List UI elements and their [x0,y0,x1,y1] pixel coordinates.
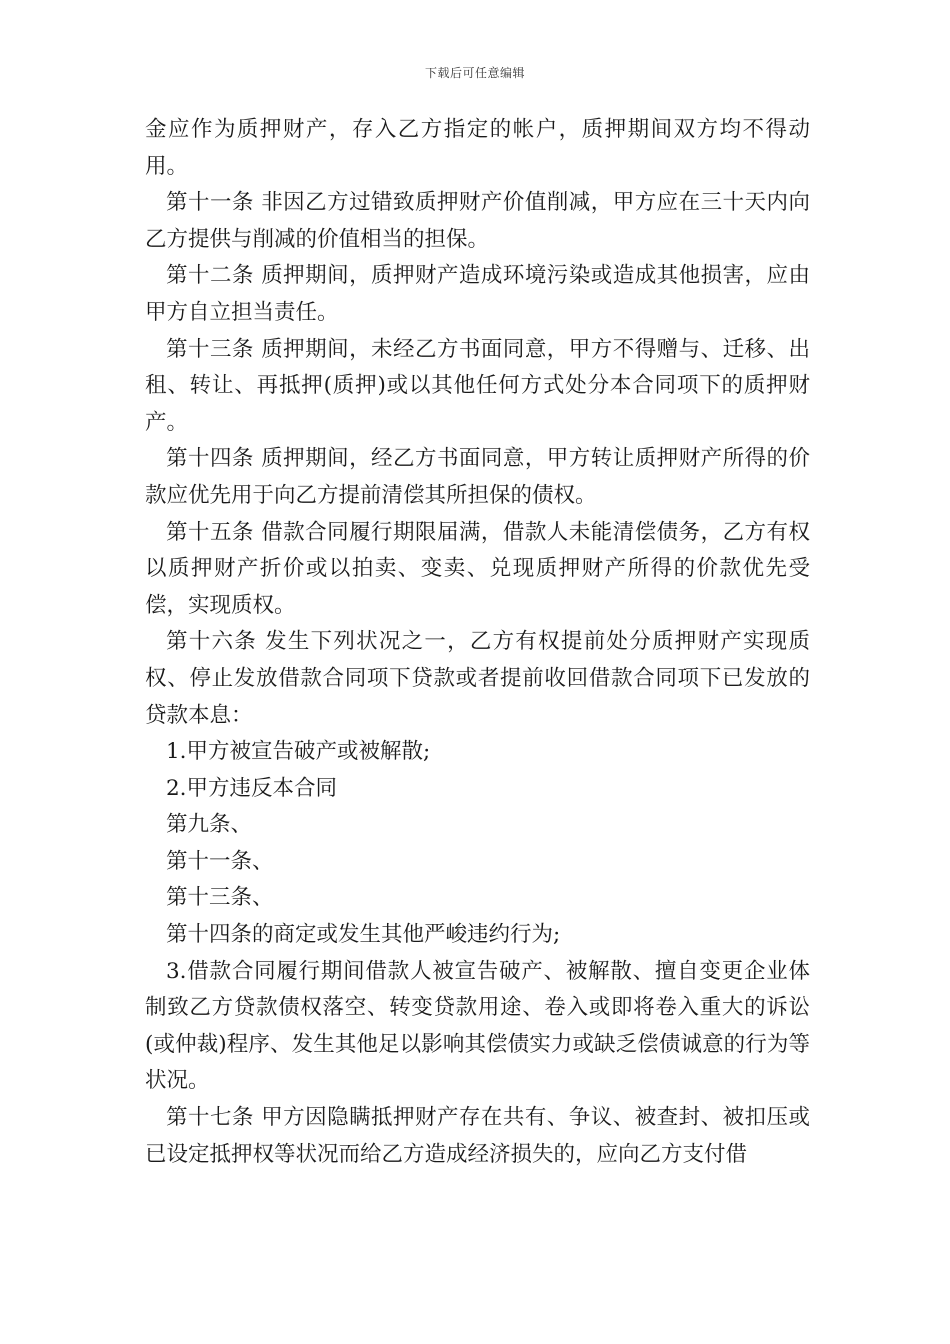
list-item: 第十四条的商定或发生其他严峻违约行为; [166,922,561,948]
list-item: 2.甲方违反本合同 [166,775,338,801]
list-item: 1.甲方被宣告破产或被解散; [166,739,431,765]
paragraph: 金应作为质押财产，存入乙方指定的帐户，质押期间双方均不得动用。 [145,117,810,179]
paragraph: 第十三条 质押期间，未经乙方书面同意，甲方不得赠与、迁移、出租、转让、再抵押(质押)或以其他任何方式处分本合同项下的质押财产。 [145,336,810,435]
paragraph: 第十二条 质押期间，质押财产造成环境污染或造成其他损害，应由甲方自立担当责任。 [145,263,810,325]
document-body [145,112,810,1173]
paragraph: 第十五条 借款合同履行期限届满，借款人未能清偿债务，乙方有权以质押财产折价或以拍卖、变卖、兑现质押财产所得的价款优先受偿，实现质权。 [145,519,810,618]
list-item: 第十一条、 [166,848,274,874]
page-header: 下载后可任意编辑 [424,66,525,80]
list-item: 第十三条、 [166,885,274,911]
paragraph: 第十一条 非因乙方过错致质押财产价值削减，甲方应在三十天内向乙方提供与削减的价值相当的担保。 [145,190,810,252]
list-item: 第九条、 [166,812,253,838]
paragraph: 第十四条 质押期间，经乙方书面同意，甲方转让质押财产所得的价款应优先用于向乙方提前清偿其所担保的债权。 [145,446,810,508]
list-item: 3.借款合同履行期间借款人被宣告破产、被解散、擅自变更企业体制致乙方贷款债权落空、转变贷款用途、卷入或即将卷入重大的诉讼(或仲裁)程序、发生其他足以影响其偿债实力或缺乏偿债诚意的行为等状况。 [145,958,810,1094]
paragraph: 第十六条 发生下列状况之一，乙方有权提前处分质押财产实现质权、停止发放借款合同项下贷款或者提前收回借款合同项下已发放的贷款本息： [145,629,810,728]
paragraph: 第十七条 甲方因隐瞒抵押财产存在共有、争议、被查封、被扣压或已设定抵押权等状况而给乙方造成经济损失的，应向乙方支付借 [145,1105,810,1167]
